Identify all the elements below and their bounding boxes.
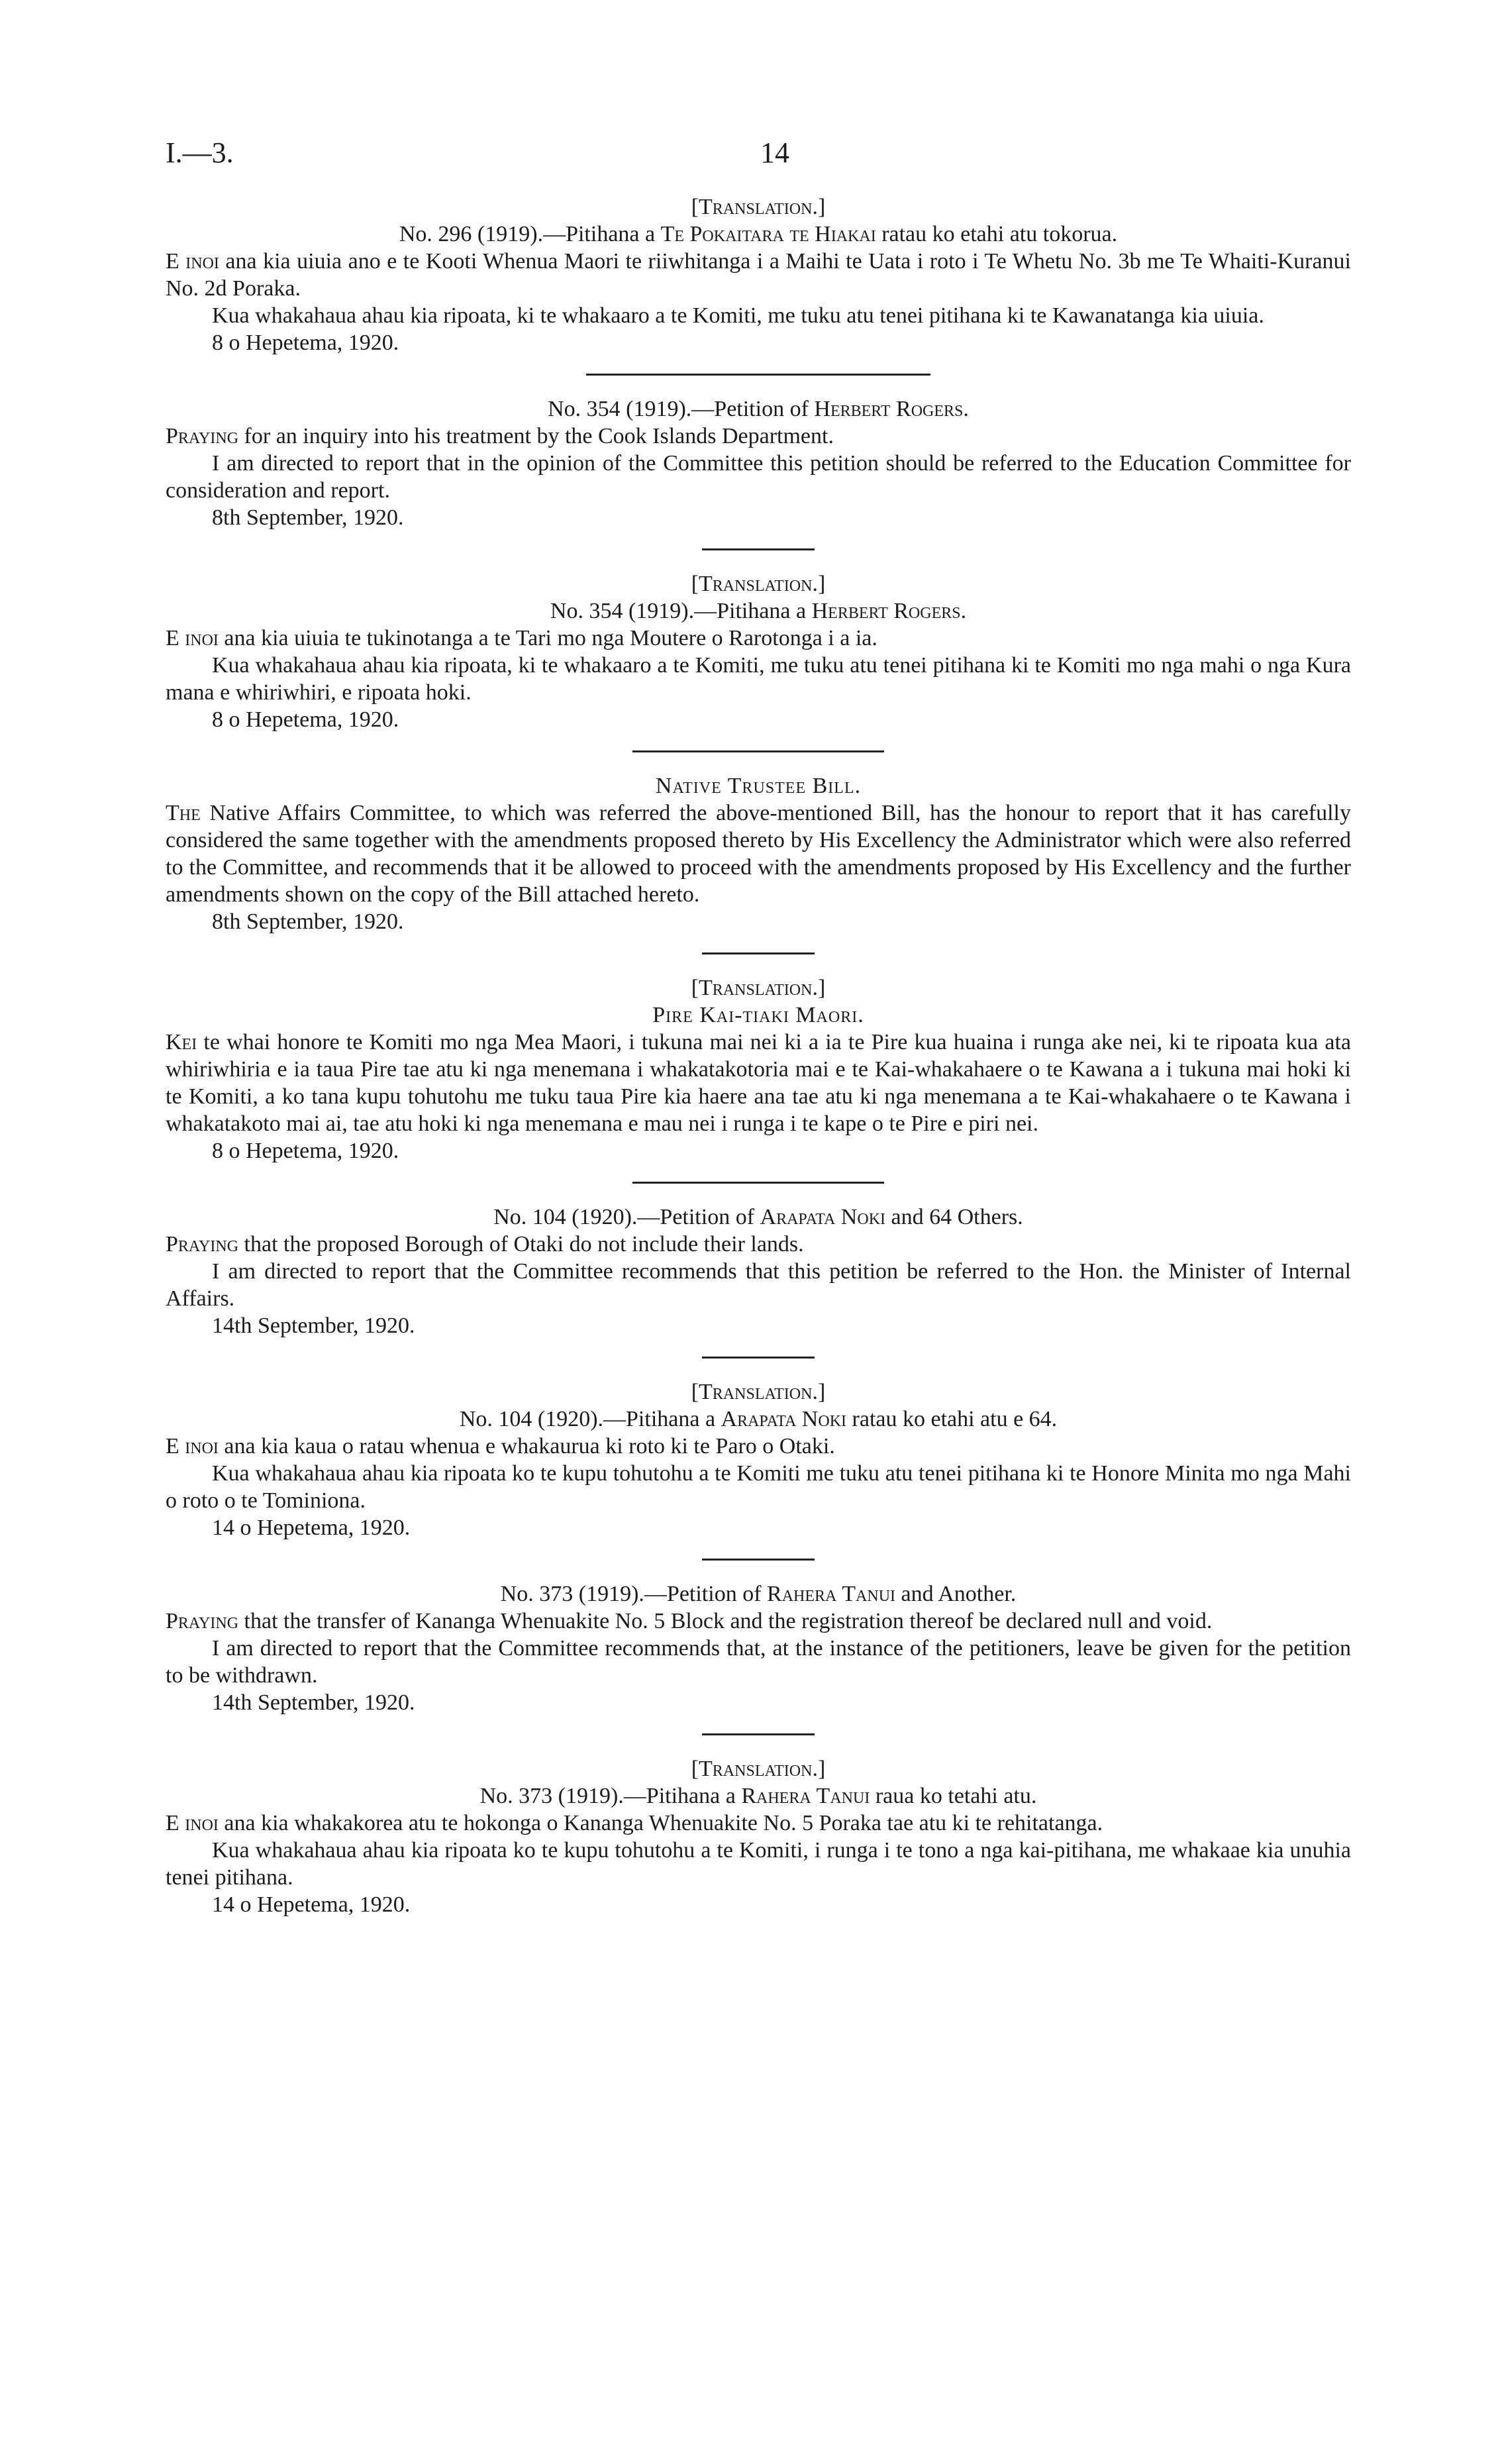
- report-paragraph: Kua whakahaua ahau kia ripoata ko te kupu tohutohu a te Komiti, i runga i te tono a nga kai-pitihana, me whakaae kia unuhia tenei pitihana.: [166, 1838, 1351, 1890]
- petition-title: [166, 221, 1351, 248]
- report-date: 14 o Hepetema, 1920.: [212, 1892, 411, 1917]
- petition-354-translation: [166, 570, 1351, 733]
- petitioner-name: Herbert Rogers: [811, 599, 961, 623]
- petition-104: [166, 1204, 1351, 1339]
- translation-label: [Translation.]: [691, 1380, 826, 1404]
- prayer-lead: E inoi: [166, 626, 219, 650]
- prayer-text: for an inquiry into his treatment by the Cook Islands Department.: [238, 424, 834, 448]
- prayer-text: ana kia kaua o ratau whenua e whakaurua ki roto ki te Paro o Otaki.: [218, 1434, 835, 1459]
- petitioner-name: Te Pokaitara te Hiakai: [660, 222, 876, 246]
- running-header: [166, 136, 1384, 176]
- petition-373: [166, 1580, 1351, 1716]
- prayer-lead: Praying: [166, 1609, 239, 1633]
- document-body: [166, 193, 1351, 1918]
- petition-373-translation: [166, 1755, 1351, 1918]
- translation-label: [Translation.]: [691, 976, 826, 1000]
- section-divider: [702, 1559, 815, 1561]
- section-divider: [702, 548, 815, 550]
- petition-title: [166, 1782, 1351, 1810]
- prayer-text: ana kia uiuia te tukinotanga a te Tari mo nga Moutere o Rarotonga i a ia.: [218, 626, 877, 650]
- section-divider: [702, 1733, 815, 1735]
- petition-title: [166, 395, 1351, 423]
- report-date: 8 o Hepetema, 1920.: [212, 331, 399, 355]
- petition-title: [166, 1204, 1351, 1231]
- petitioner-name: Arapata Noki: [721, 1407, 847, 1431]
- report-date: 14 o Hepetema, 1920.: [212, 1515, 411, 1540]
- report-paragraph: Kua whakahaua ahau kia ripoata, ki te whakaaro a te Komiti, me tuku atu tenei pitihana ki te Kawanatanga kia uiuia.: [212, 303, 1264, 328]
- report-date: 8 o Hepetema, 1920.: [212, 1139, 399, 1163]
- paragraph-lead: Kei: [166, 1030, 197, 1054]
- petition-title-tail: and 64 Others.: [885, 1205, 1023, 1229]
- prayer-lead: Praying: [166, 1232, 239, 1257]
- report-paragraph: Kua whakahaua ahau kia ripoata, ki te whakaaro a te Komiti, me tuku atu tenei pitihana ki te Komiti mo nga mahi o nga Kura mana e whiriwhiri, e ripoata hoki.: [166, 653, 1351, 705]
- petition-296-translation: [166, 193, 1351, 356]
- petition-title-tail: .: [960, 599, 967, 623]
- petition-title: [166, 1580, 1351, 1608]
- bill-title: Pire Kai-tiaki Maori.: [652, 1003, 864, 1027]
- report-date: 14th September, 1920.: [212, 1313, 415, 1338]
- bill-title: Native Trustee Bill.: [655, 774, 862, 798]
- paragraph-text: te whai honore te Komiti mo nga Mea Maori, i tukuna mai nei ki a ia te Pire kua huaina i runga ake nei, ki te ripoata kua ata whiriwhiria e ia taua Pire tae atu ki nga menemana i whakatakotoria mai e te Kai-whakahaere o te Kawana a i tukuna mai hoki ki te Komiti, a ko tana kupu tohutohu me tuku taua Pire kia haere ana tae atu ki nga menemana a te Kai-whakahaere o te Kawana i whakatakoto mai ai, tae atu hoki ki nga menemana e mau nei i runga i te kape o te Pire e piri nei.: [166, 1030, 1351, 1136]
- petitioner-name: Rahera Tanui: [767, 1582, 896, 1606]
- report-date: 8 o Hepetema, 1920.: [212, 707, 399, 732]
- petition-number: No. 354 (1919).—Petition of: [548, 397, 815, 421]
- native-trustee-bill-translation: [166, 974, 1351, 1164]
- translation-label: [Translation.]: [691, 1757, 826, 1781]
- native-trustee-bill: [166, 772, 1351, 935]
- petition-title-tail: and Another.: [895, 1582, 1017, 1606]
- prayer-paragraph: [166, 1810, 1351, 1837]
- paragraph-lead: The: [166, 801, 201, 825]
- prayer-text: ana kia uiuia ano e te Kooti Whenua Maori te riiwhitanga i a Maihi te Uata i roto i Te Whetu No. 3b me Te Whaiti-Kuranui No. 2d Poraka.: [166, 249, 1351, 301]
- section-divider: [702, 1357, 815, 1359]
- petition-title-tail: .: [963, 397, 969, 421]
- petition-104-translation: [166, 1378, 1351, 1541]
- petition-title: [166, 597, 1351, 625]
- petitioner-name: Rahera Tanui: [741, 1784, 870, 1808]
- report-date: 14th September, 1920.: [212, 1690, 415, 1715]
- petition-number: No. 104 (1920).—Pitihana a: [459, 1407, 721, 1431]
- report-date: 8th September, 1920.: [212, 909, 404, 934]
- report-date: 8th September, 1920.: [212, 505, 404, 530]
- report-paragraph: I am directed to report that in the opinion of the Committee this petition should be referred to the Education Committee for consideration and report.: [166, 451, 1351, 503]
- report-paragraph: I am directed to report that the Committee recommends that, at the instance of the petitioners, leave be given for the petition to be withdrawn.: [166, 1636, 1351, 1688]
- petition-title: [166, 1406, 1351, 1433]
- document-reference: I.—3.: [166, 136, 234, 169]
- petition-number: No. 373 (1919).—Pitihana a: [479, 1784, 742, 1808]
- section-divider: [632, 750, 884, 752]
- petition-number: No. 296 (1919).—Pitihana a: [399, 222, 661, 246]
- prayer-lead: E inoi: [166, 1434, 219, 1459]
- prayer-text: ana kia whakakorea atu te hokonga o Kananga Whenuakite No. 5 Poraka tae atu ki te rehitatanga.: [218, 1811, 1103, 1835]
- bill-report-paragraph: [166, 1029, 1351, 1137]
- prayer-paragraph: [166, 625, 1351, 652]
- paragraph-text: Native Affairs Committee, to which was referred the above-mentioned Bill, has the honour to report that it has carefully considered the same together with the amendments proposed thereto by His Excellency the Administrator which were also referred to the Committee, and recommends that it be allowed to proceed with the amendments proposed by His Excellency and the further amendments shown on the copy of the Bill attached hereto.: [166, 801, 1351, 907]
- section-divider: [586, 374, 930, 376]
- petition-number: No. 354 (1919).—Pitihana a: [550, 599, 812, 623]
- petition-title-tail: raua ko tetahi atu.: [870, 1784, 1037, 1808]
- petition-354: [166, 395, 1351, 531]
- petition-number: No. 104 (1920).—Petition of: [493, 1205, 760, 1229]
- petition-title-tail: ratau ko etahi atu e 64.: [846, 1407, 1058, 1431]
- bill-report-paragraph: [166, 799, 1351, 908]
- prayer-paragraph: [166, 1433, 1351, 1460]
- petitioner-name: Herbert Rogers: [814, 397, 964, 421]
- section-divider: [632, 1182, 884, 1184]
- petition-title-tail: ratau ko etahi atu tokorua.: [876, 222, 1118, 246]
- prayer-text: that the proposed Borough of Otaki do not include their lands.: [238, 1232, 804, 1257]
- petitioner-name: Arapata Noki: [760, 1205, 886, 1229]
- translation-label: [Translation.]: [691, 195, 826, 219]
- translation-label: [Translation.]: [691, 572, 826, 596]
- report-paragraph: I am directed to report that the Committee recommends that this petition be referred to the Hon. the Minister of Internal Affairs.: [166, 1259, 1351, 1311]
- prayer-lead: E inoi: [166, 249, 219, 274]
- section-divider: [702, 952, 815, 954]
- prayer-text: that the transfer of Kananga Whenuakite No. 5 Block and the registration thereof be declared null and void.: [238, 1609, 1213, 1633]
- prayer-paragraph: [166, 1231, 1351, 1258]
- petition-number: No. 373 (1919).—Petition of: [500, 1582, 768, 1606]
- prayer-paragraph: [166, 248, 1351, 302]
- prayer-paragraph: [166, 423, 1351, 450]
- report-paragraph: Kua whakahaua ahau kia ripoata ko te kupu tohutohu a te Komiti me tuku atu tenei pitihana ki te Honore Minita mo nga Mahi o roto o te Tominiona.: [166, 1461, 1351, 1513]
- prayer-paragraph: [166, 1608, 1351, 1635]
- prayer-lead: Praying: [166, 424, 239, 448]
- prayer-lead: E inoi: [166, 1811, 219, 1835]
- page-number: 14: [760, 136, 789, 169]
